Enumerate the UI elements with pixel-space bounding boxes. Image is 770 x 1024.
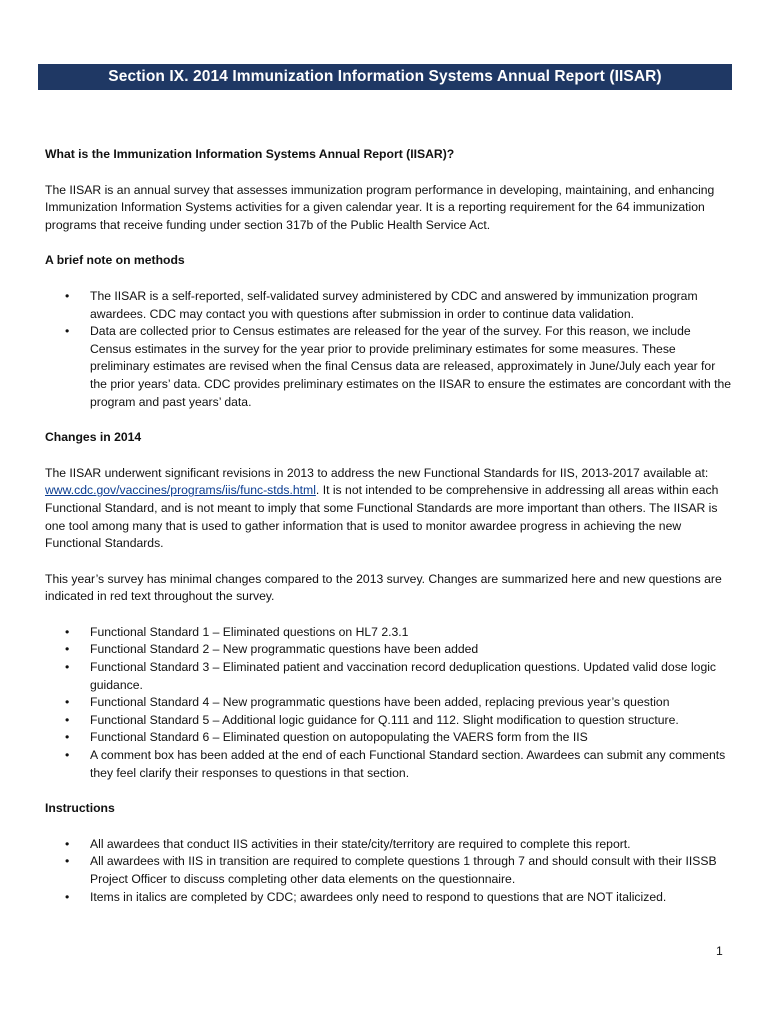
changes-paragraph-1 xyxy=(45,465,735,553)
list-item: • Functional Standard 3 – Eliminated patient and vaccination record deduplication questions. Updated valid dose logic guidance. xyxy=(45,659,735,694)
methods-heading: A brief note on methods xyxy=(45,253,185,268)
changes-paragraph-2: This year’s survey has minimal changes compared to the 2013 survey. Changes are summarized here and new questions are indicated in red text throughout the survey. xyxy=(45,571,722,604)
methods-list xyxy=(45,288,735,411)
document-body xyxy=(45,146,735,924)
list-item: • Functional Standard 5 – Additional logic guidance for Q.111 and 112. Slight modification to question structure. xyxy=(45,712,735,730)
page-number: 1 xyxy=(716,944,723,958)
list-item: • A comment box has been added at the end of each Functional Standard section. Awardees can submit any comments they feel clarify their responses to questions in that section. xyxy=(45,747,735,782)
what-is-paragraph: The IISAR is an annual survey that assesses immunization program performance in developing, maintaining, and enhancing Immunization Information Systems activities for a given calendar year. It is a reporting requirement for the 64 immunization programs that receive funding under section 317b of the Public Health Service Act. xyxy=(45,182,715,232)
instructions-heading: Instructions xyxy=(45,801,115,816)
list-item: • Functional Standard 2 – New programmatic questions have been added xyxy=(45,641,735,659)
changes-text-after-link: . It is not intended to be comprehensive in addressing all areas within each Functional Standard, and is not meant to imply that some Functional Standards are more important than others. The IISAR is one tool among many that is used to gather information that is used to monitor awardee progress in achieving the new Functional Standards. xyxy=(45,483,719,551)
what-is-heading: What is the Immunization Information Systems Annual Report (IISAR)? xyxy=(45,147,455,161)
list-item: • All awardees that conduct IIS activities in their state/city/territory are required to complete this report. xyxy=(45,836,735,854)
list-item: • Functional Standard 6 – Eliminated question on autopopulating the VAERS form from the IIS xyxy=(45,729,735,747)
list-item: • Data are collected prior to Census estimates are released for the year of the survey. For this reason, we include Census estimates in the survey for the year prior to provide preliminary estimates for some measures. These preliminary estimates are revised when the final Census data are released, approximately in June/July each year for the prior years’ data. CDC provides preliminary estimates on the IISAR to ensure the estimates are concordant with the program and past years’ data. xyxy=(45,323,735,411)
list-item: • Functional Standard 1 – Eliminated questions on HL7 2.3.1 xyxy=(45,624,735,642)
changes-text-before-link: The IISAR underwent significant revisions in 2013 to address the new Functional Standards for IIS, 2013-2017 available at: xyxy=(45,465,709,480)
list-item: • Items in italics are completed by CDC; awardees only need to respond to questions that are NOT italicized. xyxy=(45,889,735,907)
list-item: • Functional Standard 4 – New programmatic questions have been added, replacing previous year’s question xyxy=(45,694,735,712)
list-item: • The IISAR is a self-reported, self-validated survey administered by CDC and answered by immunization program awardees. CDC may contact you with questions after submission in order to continue data validation. xyxy=(45,288,735,323)
changes-heading: Changes in 2014 xyxy=(45,430,142,445)
instructions-list xyxy=(45,836,735,906)
changes-list xyxy=(45,624,735,782)
section-title: Section IX. 2014 Immunization Information Systems Annual Report (IISAR) xyxy=(38,64,732,90)
list-item: • All awardees with IIS in transition are required to complete questions 1 through 7 and should consult with their IISSB Project Officer to discuss completing other data elements on the questionnaire. xyxy=(45,853,735,888)
functional-standards-link[interactable]: www.cdc.gov/vaccines/programs/iis/func-stds.html xyxy=(45,483,316,498)
